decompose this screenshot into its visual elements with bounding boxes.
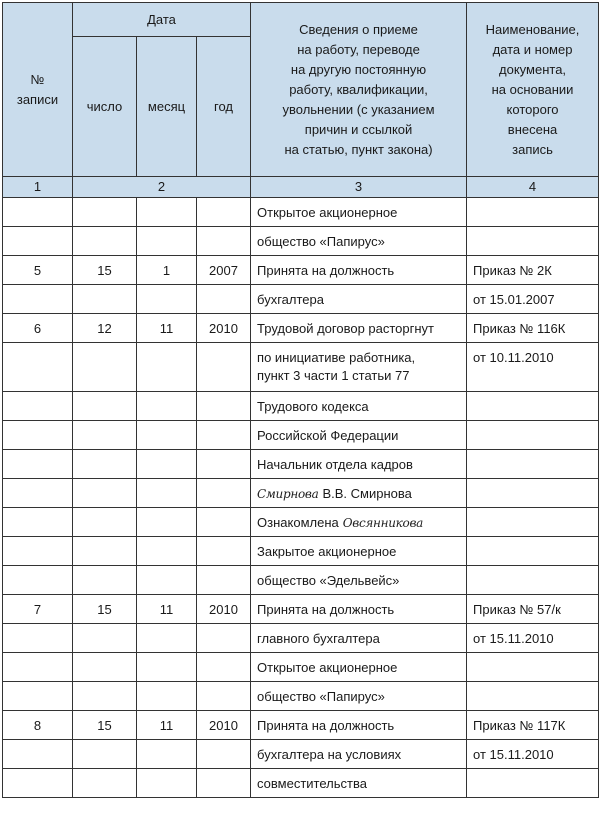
table-row [3,256,599,285]
table-row [3,421,599,450]
info-cell [251,769,467,798]
document-cell: от 10.11.2010 [467,343,599,392]
day-cell: 12 [73,314,137,343]
document-cell: Приказ № 2К [467,256,599,285]
year-cell [197,624,251,653]
month-cell [137,537,197,566]
info-cell [251,392,467,421]
month-cell [137,479,197,508]
month-cell [137,392,197,421]
year-cell [197,421,251,450]
document-cell [467,421,599,450]
month-cell [137,566,197,595]
info-cell [251,682,467,711]
table-row [3,198,599,227]
month-cell [137,769,197,798]
header-date: Дата [73,3,251,37]
signature-ovsyannikova: Овсянникова [342,515,424,530]
year-cell [197,653,251,682]
document-cell [467,653,599,682]
record-number-cell: 5 [3,256,73,285]
record-number-cell [3,450,73,479]
info-cell [251,343,467,392]
info-cell [251,256,467,285]
header-month: месяц [137,37,197,177]
record-number-cell [3,682,73,711]
year-cell: 2010 [197,711,251,740]
table-row [3,343,599,392]
table-row [3,624,599,653]
year-cell: 2010 [197,314,251,343]
col-number-1: 1 [3,177,73,198]
info-text: Принята на должность [257,601,395,617]
info-text: главного бухгалтера [257,630,380,646]
year-cell [197,392,251,421]
info-text: совместительства [257,775,367,791]
table-row [3,450,599,479]
year-cell [197,740,251,769]
month-cell [137,653,197,682]
day-cell [73,227,137,256]
record-number-cell [3,479,73,508]
year-cell [197,769,251,798]
month-cell [137,198,197,227]
record-number-cell: 6 [3,314,73,343]
record-number-cell [3,421,73,450]
record-number-cell [3,769,73,798]
year-cell [197,343,251,392]
table-row [3,314,599,343]
info-text: Ознакомлена [257,514,339,530]
day-cell: 15 [73,711,137,740]
day-cell [73,343,137,392]
month-cell [137,682,197,711]
col-number-3: 3 [251,177,467,198]
employment-record-table [2,2,599,798]
info-text: В.В. Смирнова [322,485,412,501]
record-number-cell [3,285,73,314]
document-cell [467,682,599,711]
info-text: бухгалтера [257,291,324,307]
day-cell [73,740,137,769]
col-number-2: 2 [73,177,251,198]
table-row [3,285,599,314]
table-row [3,508,599,537]
info-text: общество «Эдельвейс» [257,572,400,588]
info-text: общество «Папирус» [257,688,385,704]
info-text: Российской Федерации [257,427,399,443]
month-cell [137,740,197,769]
record-number-cell [3,343,73,392]
record-number-cell: 8 [3,711,73,740]
document-cell: от 15.11.2010 [467,740,599,769]
document-cell [467,450,599,479]
year-cell [197,682,251,711]
table-header [3,3,599,198]
table-row [3,595,599,624]
document-cell [467,227,599,256]
day-cell: 15 [73,595,137,624]
header-day: число [73,37,137,177]
day-cell [73,450,137,479]
info-cell [251,479,467,508]
month-cell [137,285,197,314]
signature-smirnova: Смирнова [257,486,319,501]
month-cell [137,421,197,450]
year-cell: 2007 [197,256,251,285]
info-cell [251,285,467,314]
header-record-no: № записи [3,3,73,177]
info-text: Трудовой договор расторгнут [257,320,435,336]
year-cell [197,198,251,227]
record-number-cell [3,740,73,769]
info-cell [251,624,467,653]
record-number-cell: 7 [3,595,73,624]
document-cell: от 15.01.2007 [467,285,599,314]
info-cell [251,566,467,595]
record-number-cell [3,624,73,653]
info-text: Закрытое акционерное [257,543,397,559]
year-cell [197,508,251,537]
day-cell [73,285,137,314]
info-text: по инициативе работника, пункт 3 части 1 статьи 77 [257,350,416,383]
info-cell [251,227,467,256]
document-cell: Приказ № 116К [467,314,599,343]
month-cell [137,450,197,479]
table-row [3,682,599,711]
info-cell [251,653,467,682]
document-cell [467,198,599,227]
day-cell [73,769,137,798]
day-cell: 15 [73,256,137,285]
month-cell [137,508,197,537]
day-cell [73,508,137,537]
day-cell [73,682,137,711]
month-cell: 11 [137,711,197,740]
month-cell: 1 [137,256,197,285]
document-cell: Приказ № 117К [467,711,599,740]
header-year: год [197,37,251,177]
info-cell [251,198,467,227]
document-cell [467,566,599,595]
table-row [3,769,599,798]
info-cell [251,537,467,566]
document-cell [467,479,599,508]
table-row [3,566,599,595]
header-info: Сведения о приеме на работу, переводе на другую постоянную работу, квалификации, увольнении (с указанием причин и ссылкой на статью, пункт закона) [251,3,467,177]
table-row [3,653,599,682]
table-row [3,227,599,256]
table-row [3,711,599,740]
info-text: Принята на должность [257,262,395,278]
month-cell: 11 [137,595,197,624]
info-cell [251,314,467,343]
year-cell [197,450,251,479]
day-cell [73,566,137,595]
info-cell [251,421,467,450]
day-cell [73,421,137,450]
table-body [3,198,599,798]
day-cell [73,392,137,421]
header-document: Наименование, дата и номер документа, на основании которого внесена запись [467,3,599,177]
year-cell [197,479,251,508]
info-cell [251,711,467,740]
table-row [3,740,599,769]
info-cell [251,450,467,479]
year-cell [197,537,251,566]
document-cell: Приказ № 57/к [467,595,599,624]
month-cell [137,343,197,392]
document-cell: от 15.11.2010 [467,624,599,653]
record-number-cell [3,392,73,421]
info-text: Трудового кодекса [257,398,369,414]
info-text: бухгалтера на условиях [257,746,402,762]
col-number-4: 4 [467,177,599,198]
day-cell [73,624,137,653]
info-text: Открытое акционерное [257,204,398,220]
document-cell [467,508,599,537]
table-row [3,392,599,421]
info-cell [251,595,467,624]
year-cell [197,566,251,595]
table-row [3,479,599,508]
table-row [3,537,599,566]
document-cell [467,392,599,421]
year-cell [197,227,251,256]
record-number-cell [3,653,73,682]
year-cell: 2010 [197,595,251,624]
document-cell [467,537,599,566]
info-text: Открытое акционерное [257,659,398,675]
record-number-cell [3,227,73,256]
document-cell [467,769,599,798]
day-cell [73,479,137,508]
info-text: Начальник отдела кадров [257,456,413,472]
year-cell [197,285,251,314]
day-cell [73,537,137,566]
day-cell [73,198,137,227]
month-cell: 11 [137,314,197,343]
info-text: Принята на должность [257,717,395,733]
info-cell [251,740,467,769]
record-number-cell [3,198,73,227]
info-text: общество «Папирус» [257,233,385,249]
month-cell [137,227,197,256]
day-cell [73,653,137,682]
info-cell [251,508,467,537]
record-number-cell [3,508,73,537]
record-number-cell [3,566,73,595]
record-number-cell [3,537,73,566]
month-cell [137,624,197,653]
